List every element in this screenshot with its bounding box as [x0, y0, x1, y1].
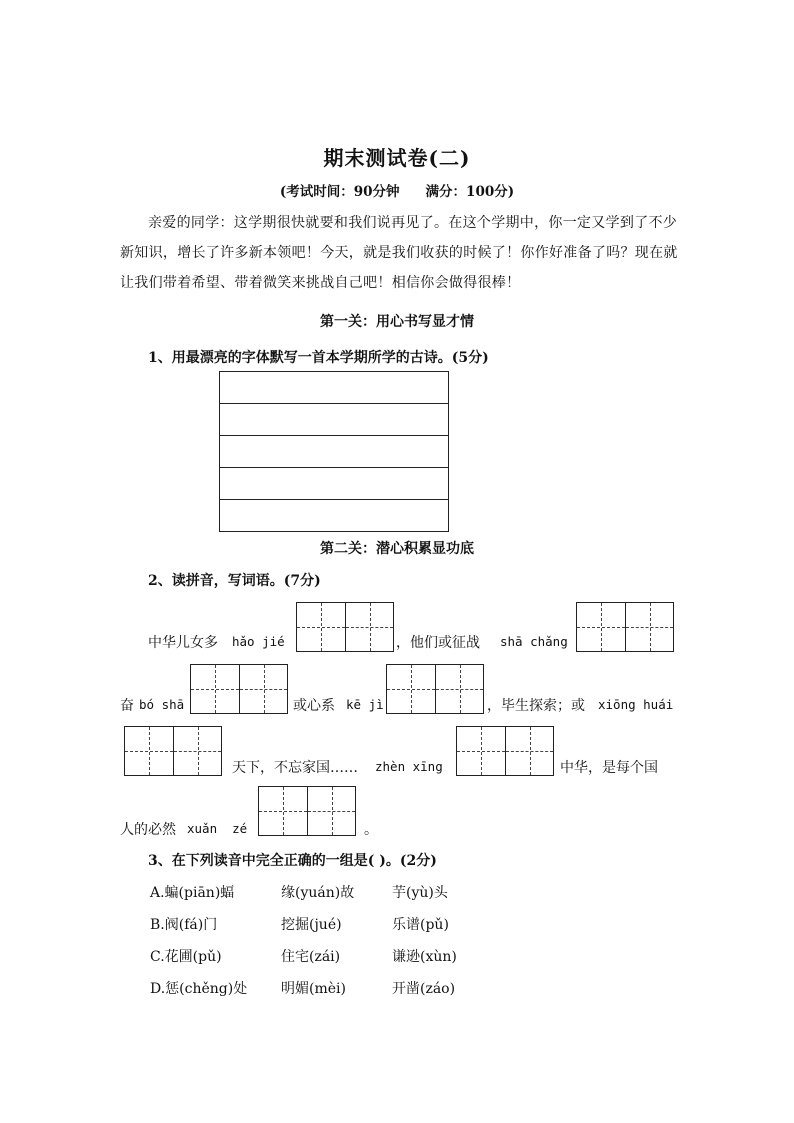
page-title: 期末测试卷(二) — [323, 146, 471, 170]
q2-pinyin-haojie: hǎo jié — [232, 634, 285, 649]
writing-line[interactable] — [220, 372, 448, 404]
option-a-1[interactable]: A.蝙(piān)蝠 — [150, 885, 235, 901]
q2-pinyin-xionghuai: xiōng huái — [598, 697, 674, 712]
writing-line[interactable] — [220, 404, 448, 436]
option-a-2: 缘(yuán)故 — [281, 885, 355, 901]
question-3-label: 3、在下列读音中完全正确的一组是( )。(2分) — [148, 853, 437, 869]
q2-pinyin-keji: kē jì — [346, 697, 384, 712]
option-d-1[interactable]: D.惩(chěng)处 — [150, 981, 248, 997]
q2-text-1: 中华儿女多 — [148, 635, 218, 651]
exam-time: (考试时间：90分钟 — [279, 184, 400, 200]
q2-text-4: 或心系 — [293, 698, 335, 714]
option-b-1[interactable]: B.阀(fá)门 — [150, 917, 218, 933]
option-c-2: 住宅(zái) — [281, 949, 341, 965]
option-c-1[interactable]: C.花圃(pǔ) — [150, 949, 222, 965]
q2-text-3: 奋 — [120, 698, 134, 714]
q2-pinyin-xuanze: xuǎn zé — [187, 821, 248, 836]
writing-line[interactable] — [220, 500, 448, 531]
q2-text-7: 中华，是每个国 — [560, 760, 658, 776]
q2-text-9: 。 — [364, 822, 378, 838]
writing-line[interactable] — [220, 468, 448, 500]
q2-pinyin-shachang: shā chǎng — [500, 634, 568, 649]
q2-pinyin-bosha: bó shā — [139, 697, 185, 712]
q2-text-5: ，毕生探索；或 — [487, 698, 585, 714]
answer-grid-zhenxing[interactable] — [456, 726, 554, 776]
answer-grid-xuanze[interactable] — [258, 786, 356, 836]
option-c-3: 谦逊(xùn) — [392, 949, 457, 965]
exam-score: 满分：100分) — [425, 184, 515, 200]
option-b-3: 乐谱(pǔ) — [392, 917, 449, 933]
option-d-3: 开凿(záo) — [392, 981, 456, 997]
question-1-label: 1、用最漂亮的字体默写一首本学期所学的古诗。(5分) — [148, 350, 489, 366]
writing-line[interactable] — [220, 436, 448, 468]
option-d-2: 明媚(mèi) — [281, 981, 346, 997]
q2-text-8: 人的必然 — [120, 822, 176, 838]
answer-grid-bosha[interactable] — [190, 664, 288, 714]
q2-pinyin-zhenxing: zhèn xīng — [375, 759, 443, 774]
option-b-2: 挖掘(jué) — [281, 917, 342, 933]
answer-grid-haojie[interactable] — [296, 602, 394, 652]
q2-text-2: ，他们或征战 — [396, 635, 480, 651]
intro-paragraph: 亲爱的同学：这学期很快就要和我们说再见了。在这个学期中，你一定又学到了不少新知识，增长了许多新本领吧！今天，就是我们收获的时候了！你作好准备了吗？现在就让我们带着希望、带着微笑来挑战自己吧！相信你会做得很棒！ — [120, 215, 678, 291]
answer-grid-shachang[interactable] — [576, 602, 674, 652]
poem-writing-box[interactable] — [219, 371, 449, 532]
answer-grid-xionghuai[interactable] — [124, 726, 222, 776]
answer-grid-keji[interactable] — [386, 664, 484, 714]
question-2-label: 2、读拼音，写词语。(7分) — [148, 573, 321, 589]
section-second-heading: 第二关：潜心积累显功底 — [320, 541, 474, 557]
exam-info — [0, 180, 794, 200]
option-a-3: 芋(yù)头 — [392, 885, 448, 901]
section-first-heading: 第一关：用心书写显才情 — [320, 314, 474, 330]
q2-text-6: 天下，不忘家国…… — [232, 760, 358, 776]
